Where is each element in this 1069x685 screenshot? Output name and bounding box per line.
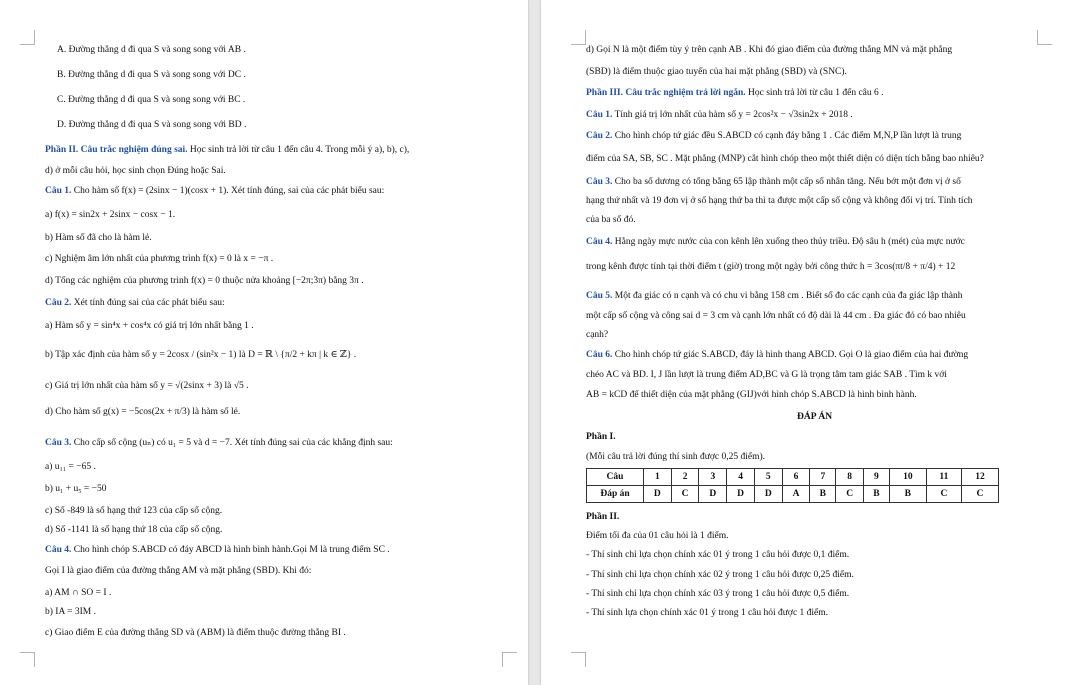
q2-item-a: a) Hàm số y = sin⁴x + cos⁴x có giá trị lớn nhất bằng 1 . <box>45 321 254 331</box>
short-question-6-text-3: AB = kCD để thiết diện của mặt phẳng (GIJ)với hình chóp S.ABCD là hình bình hành. <box>586 390 917 400</box>
table-cell: B <box>810 486 836 503</box>
short-question-4 <box>586 236 965 248</box>
q4d-line-1: d) Gọi N là một điểm tùy ý trên cạnh AB . Khi đó giao điểm của đường thẳng MN và mặt phẳng <box>586 45 953 55</box>
table-row <box>587 469 999 486</box>
q1-item-c: c) Nghiệm âm lớn nhất của phương trình f(x) = 0 là x = −π . <box>45 254 274 264</box>
short-question-3 <box>586 176 961 188</box>
question-3-label: Câu 3. <box>45 438 72 448</box>
document-page-right <box>541 0 1069 685</box>
table-cell: D <box>699 486 727 503</box>
table-cell: B <box>889 486 926 503</box>
scoring-rule-3: - Thí sinh chỉ lựa chọn chính xác 03 ý trong 1 câu hỏi được 0,5 điểm. <box>586 589 850 599</box>
q4d-line-2: (SBD) là điểm thuộc giao tuyến của hai mặt phẳng (SBD) và (SNC). <box>586 67 847 77</box>
answer-table <box>586 468 999 503</box>
q4-item-b: b) IA = 3IM . <box>45 607 97 617</box>
crop-mark <box>20 30 35 45</box>
answer-part2-label: Phần II. <box>586 512 620 522</box>
question-1 <box>45 185 384 197</box>
option-b: B. Đường thẳng d đi qua S và song song với DC . <box>57 70 246 80</box>
q1-item-b: b) Hàm số đã cho là hàm lẻ. <box>45 233 152 243</box>
table-cell: 8 <box>836 469 864 486</box>
short-question-6-text: Cho hình chóp tứ giác S.ABCD, đáy là hình thang ABCD. Gọi O là giao điểm của hai đường <box>612 350 969 360</box>
q3-item-c: c) Số -849 là số hạng thứ 123 của cấp số cộng. <box>45 506 223 516</box>
question-4-label: Câu 4. <box>45 545 72 555</box>
short-question-2 <box>586 130 961 142</box>
short-question-3-label: Câu 3. <box>586 177 613 187</box>
short-question-1 <box>586 109 853 121</box>
question-2 <box>45 297 225 309</box>
table-cell: 5 <box>754 469 782 486</box>
part2-text: Học sinh trả lời từ câu 1 đến câu 4. Trong mỗi ý a), b), c), <box>187 145 410 155</box>
short-question-4-text: Hằng ngày mực nước của con kênh lên xuống theo thủy triều. Độ sâu h (mét) của mực nước <box>612 237 965 247</box>
table-cell: C <box>671 486 699 503</box>
part2-text-2: d) ở mỗi câu hỏi, học sinh chọn Đúng hoặc Sai. <box>45 166 226 176</box>
q2-item-d: d) Cho hàm số g(x) = −5cos(2x + π/3) là hàm số lẻ. <box>45 407 241 417</box>
short-question-5-label: Câu 5. <box>586 291 613 301</box>
q2-item-b: b) Tập xác định của hàm số y = 2cosx / (sin²x − 1) là D = ℝ \ {π/2 + kπ | k ∈ ℤ} . <box>45 350 357 360</box>
question-2-label: Câu 2. <box>45 298 72 308</box>
table-cell: D <box>754 486 782 503</box>
short-question-5-text-3: cạnh? <box>586 330 609 340</box>
part3-header <box>586 87 884 99</box>
short-question-4-label: Câu 4. <box>586 237 613 247</box>
crop-mark <box>571 652 586 667</box>
question-3 <box>45 437 393 449</box>
table-header-cell: Đáp án <box>587 486 644 503</box>
table-cell: 7 <box>810 469 836 486</box>
part2-title: Phần II. Câu trắc nghiệm đúng sai. <box>45 145 188 155</box>
short-question-2-label: Câu 2. <box>586 131 613 141</box>
short-question-3-text-3: của ba số đó. <box>586 215 636 225</box>
short-question-6-text-2: chéo AC và BD. I, J lần lượt là trung điểm AD,BC và G là trọng tâm tam giác SAB . Tìm k với <box>586 370 947 380</box>
table-cell: D <box>644 486 672 503</box>
table-cell: 10 <box>889 469 926 486</box>
answer-title: ĐÁP ÁN <box>797 412 833 422</box>
q4-item-a: a) AM ∩ SO = I . <box>45 588 112 598</box>
short-question-5 <box>586 290 962 302</box>
part2-header <box>45 144 409 156</box>
short-question-5-text: Một đa giác có n cạnh và có chu vi bằng 158 cm . Biết số đo các cạnh của đa giác lập thành <box>612 291 963 301</box>
table-cell: B <box>864 486 890 503</box>
q3-item-d: d) Số -1141 là số hạng thứ 18 của cấp số cộng. <box>45 525 223 535</box>
answer-part1-note: (Mỗi câu trả lời đúng thí sinh được 0,25 điểm). <box>586 452 766 462</box>
short-question-4-text-2: trong kênh được tính tại thời điểm t (giờ) trong một ngày bởi công thức h = 3cos(πt/8 + π/4) + 12 <box>586 262 956 272</box>
question-1-label: Câu 1. <box>45 186 72 196</box>
document-page-left <box>0 0 528 685</box>
answer-part2-max: Điểm tối đa của 01 câu hỏi là 1 điểm. <box>586 531 729 541</box>
q3-item-b: b) u₁ + u₅ = −50 <box>45 484 107 494</box>
answer-part1-label: Phần I. <box>586 432 616 442</box>
table-cell: 6 <box>782 469 810 486</box>
short-question-1-text: Tính giá trị lớn nhất của hàm số y = 2cos²x − √3sin2x + 2018 . <box>612 110 853 120</box>
table-cell: C <box>926 486 961 503</box>
table-row <box>587 486 999 503</box>
crop-mark <box>20 652 35 667</box>
table-cell: 3 <box>699 469 727 486</box>
q1-item-d: d) Tổng các nghiệm của phương trình f(x) = 0 thuộc nửa khoảng [−2π;3π) bằng 3π . <box>45 276 364 286</box>
part3-text: Học sinh trả lời từ câu 1 đến câu 6 . <box>745 88 884 98</box>
scoring-rule-1: - Thí sinh chỉ lựa chọn chính xác 01 ý trong 1 câu hỏi được 0,1 điểm. <box>586 550 850 560</box>
short-question-2-text-2: điểm của SA, SB, SC . Mặt phẳng (MNP) cắt hình chóp theo một thiết diện có diện tích bằng bao nhiêu? <box>586 154 984 164</box>
question-3-text: Cho cấp số cộng (uₙ) có u₁ = 5 và d = −7. Xét tính đúng sai của các khẳng định sau: <box>71 438 393 448</box>
table-header-cell: Câu <box>587 469 644 486</box>
short-question-3-text-2: hạng thứ nhất và 19 đơn vị ở số hạng thứ ba thì ta được một cấp số cộng và không đổi vị trí. Tính tích <box>586 196 973 206</box>
question-4-text-2: Gọi I là giao điểm của đường thẳng AM và mặt phẳng (SBD). Khi đó: <box>45 566 312 576</box>
short-question-2-text: Cho hình chóp tứ giác đều S.ABCD có cạnh đáy bằng 1 . Các điểm M,N,P lần lượt là trung <box>612 131 962 141</box>
part3-title: Phần III. Câu trắc nghiệm trả lời ngắn. <box>586 88 746 98</box>
q3-item-a: a) u₁₁ = −65 . <box>45 462 96 472</box>
question-4-text: Cho hình chóp S.ABCD có đáy ABCD là hình bình hành.Gọi M là trung điểm SC . <box>71 545 390 555</box>
table-cell: 11 <box>926 469 961 486</box>
question-1-text: Cho hàm số f(x) = (2sinx − 1)(cosx + 1). Xét tính đúng, sai của các phát biểu sau: <box>71 186 385 196</box>
short-question-1-label: Câu 1. <box>586 110 613 120</box>
option-d: D. Đường thẳng d đi qua S và song song với BD . <box>57 120 247 130</box>
short-question-3-text: Cho ba số dương có tổng bằng 65 lập thành một cấp số nhân tăng. Nếu bớt một đơn vị ở số <box>612 177 961 187</box>
table-cell: 4 <box>727 469 755 486</box>
short-question-5-text-2: một cấp số cộng và công sai d = 3 cm và cạnh lớn nhất có độ dài là 44 cm . Đa giác đó có bao nhiêu <box>586 311 966 321</box>
q2-item-c: c) Giá trị lớn nhất của hàm số y = √(2sinx + 3) là √5 . <box>45 381 249 391</box>
table-cell: C <box>961 486 998 503</box>
table-cell: 2 <box>671 469 699 486</box>
table-cell: C <box>836 486 864 503</box>
crop-mark <box>1037 30 1052 45</box>
short-question-6 <box>586 349 968 361</box>
question-2-text: Xét tính đúng sai của các phát biểu sau: <box>71 298 225 308</box>
short-question-6-label: Câu 6. <box>586 350 613 360</box>
scoring-rule-4: - Thí sinh lựa chọn chính xác 01 ý trong 1 câu hỏi được 1 điểm. <box>586 608 829 618</box>
q4-item-c: c) Giao điểm E của đường thẳng SD và (ABM) là điểm thuộc đường thẳng BI . <box>45 628 346 638</box>
table-cell: 12 <box>961 469 998 486</box>
scoring-rule-2: - Thí sinh chỉ lựa chọn chính xác 02 ý trong 1 câu hỏi được 0,25 điểm. <box>586 570 854 580</box>
option-c: C. Đường thẳng d đi qua S và song song với BC . <box>57 95 246 105</box>
table-cell: A <box>782 486 810 503</box>
q1-item-a: a) f(x) = sin2x + 2sinx − cosx − 1. <box>45 210 176 220</box>
table-cell: 9 <box>864 469 890 486</box>
option-a: A. Đường thẳng d đi qua S và song song với AB . <box>57 45 246 55</box>
table-cell: 1 <box>644 469 672 486</box>
crop-mark <box>502 652 517 667</box>
crop-mark <box>571 30 586 45</box>
question-4 <box>45 544 390 556</box>
table-cell: D <box>727 486 755 503</box>
